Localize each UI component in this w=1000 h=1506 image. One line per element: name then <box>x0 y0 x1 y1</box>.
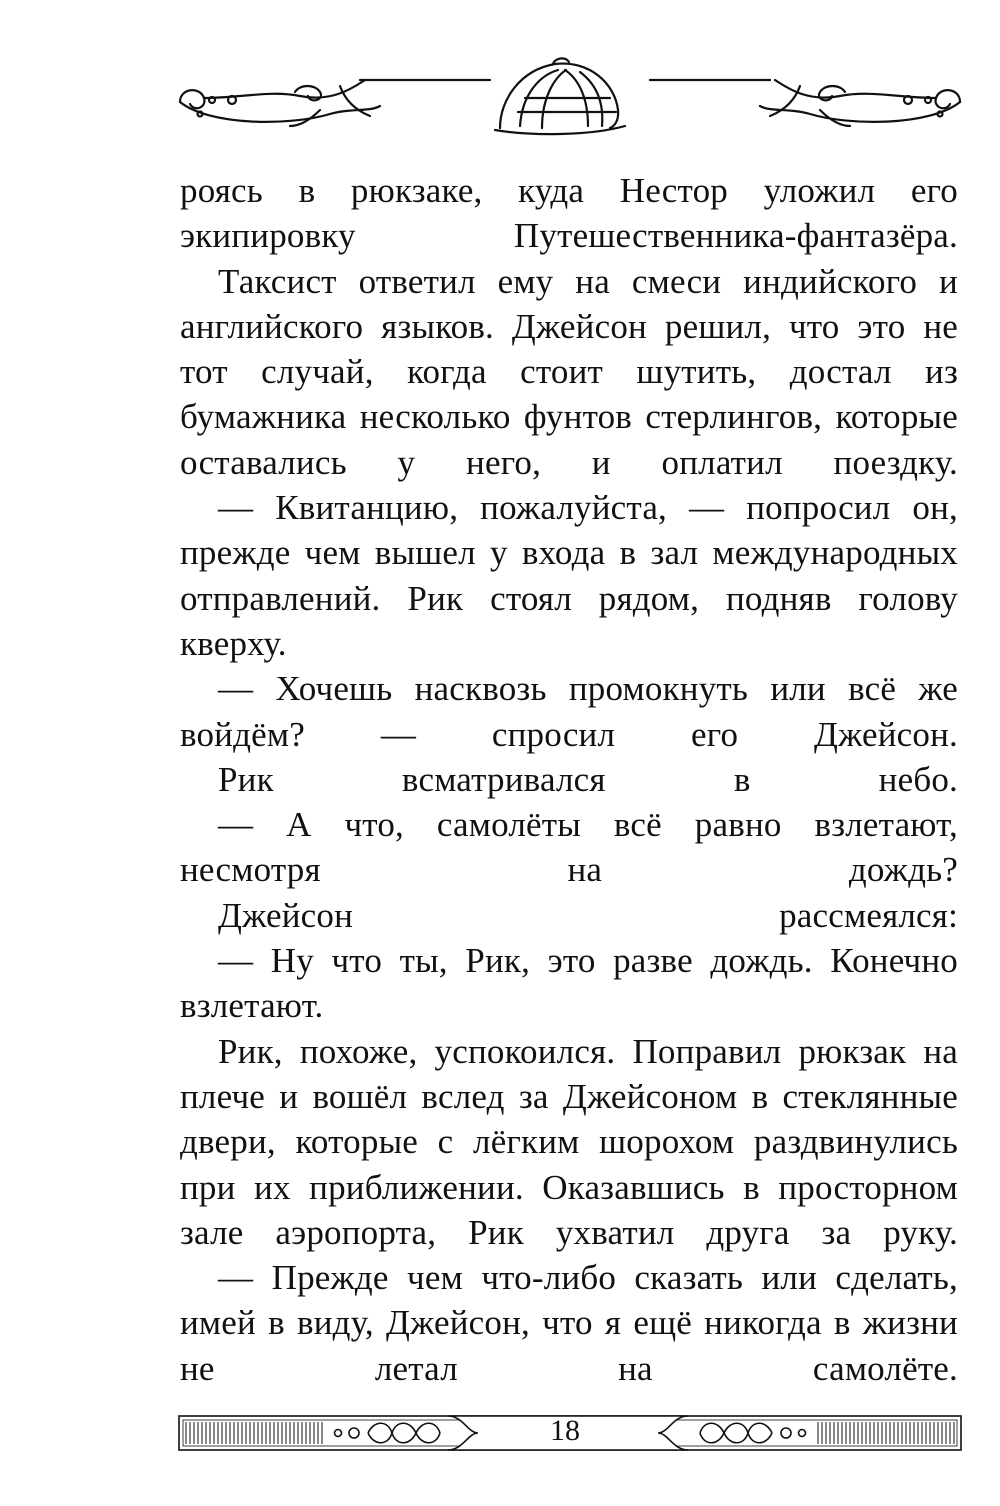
paragraph-10: — Прежде чем что-либо сказать или сделать, имей в виду, Джейсон, что я ещё никогда в жизни не летал на самолёте. <box>180 1258 958 1388</box>
paragraph-2: Таксист ответил ему на смеси индийского и английского языков. Джейсон решил, что это не тот случай, когда стоит шутить, достал из бумажника несколько фунтов стерлингов, которые оставались у него, и оплатил поездку. <box>180 261 958 482</box>
paragraph-6: — А что, самолёты всё равно взлетают, несмотря на дождь? <box>180 805 958 890</box>
paragraph-8: — Ну что ты, Рик, это разве дождь. Конечно взлетают. <box>180 941 958 1026</box>
paragraph-3: — Квитанцию, пожалуйста, — попросил он, прежде чем вышел у входа в зал международных отправлений. Рик стоял рядом, подняв голову кверху. <box>180 488 958 663</box>
paragraph-5: Рик всматривался в небо. <box>218 759 958 799</box>
header-ornament-icon <box>170 40 970 150</box>
paragraph-1: роясь в рюкзаке, куда Нестор уложил его экипировку Путешественника-фантазёра. <box>180 171 958 256</box>
paragraph-4: — Хочешь насквозь промокнуть или всё же войдём? — спросил его Джейсон. <box>180 669 958 754</box>
body-text <box>180 168 958 1391</box>
paragraph-7: Джейсон рассмеялся: <box>218 895 958 935</box>
page-number: 18 <box>550 1414 580 1447</box>
paragraph-9: Рик, похоже, успокоился. Поправил рюкзак на плече и вошёл вслед за Джейсоном в стеклянные двери, которые с лёгким шорохом раздвинулись при их приближении. Оказавшись в просторном зале аэропорта, Рик ухватил друга за руку. <box>180 1031 958 1252</box>
